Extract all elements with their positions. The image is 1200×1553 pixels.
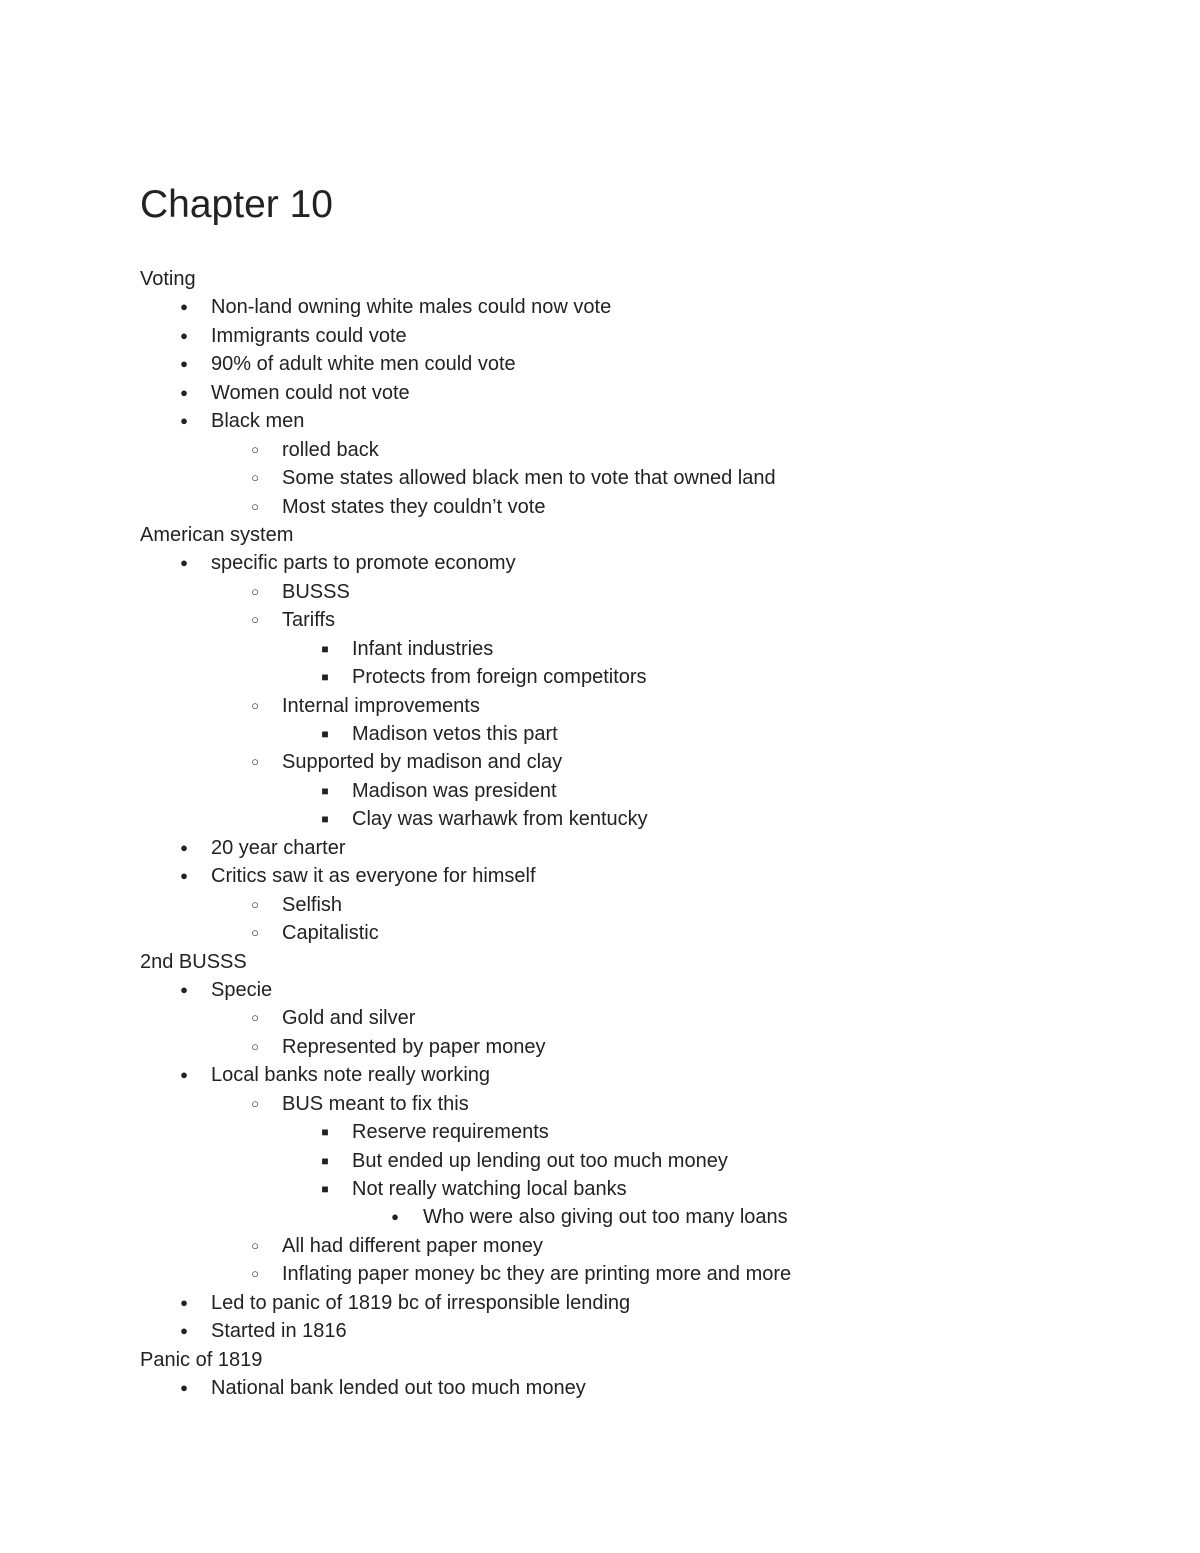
list-item-text: Most states they couldn’t vote bbox=[282, 495, 546, 518]
list-item-text: Panic of 1819 bbox=[140, 1348, 263, 1371]
list-item-text: Gold and silver bbox=[282, 1007, 416, 1030]
bullet-circle-icon: ○ bbox=[251, 754, 259, 770]
list-item-text: Infant industries bbox=[352, 637, 494, 660]
list-item bbox=[0, 350, 1200, 378]
bullet-circle-icon: ○ bbox=[251, 1237, 259, 1253]
document-title: Chapter 10 bbox=[140, 183, 333, 226]
list-item bbox=[0, 1260, 1200, 1288]
list-item bbox=[0, 692, 1200, 720]
list-item bbox=[0, 493, 1200, 521]
bullet-disc-icon: ● bbox=[180, 555, 188, 571]
bullet-circle-icon: ○ bbox=[251, 925, 259, 941]
bullet-circle-icon: ○ bbox=[251, 470, 259, 486]
list-item-text: Black men bbox=[211, 410, 305, 433]
list-item-text: But ended up lending out too much money bbox=[352, 1149, 728, 1172]
bullet-square-icon: ■ bbox=[321, 641, 329, 656]
list-item bbox=[0, 1147, 1200, 1175]
list-item-text: Immigrants could vote bbox=[211, 324, 407, 347]
list-item-text: Voting bbox=[140, 268, 196, 290]
bullet-square-icon: ■ bbox=[321, 812, 329, 827]
bullet-circle-icon: ○ bbox=[251, 441, 259, 457]
bullet-circle-icon: ○ bbox=[251, 583, 259, 599]
list-item bbox=[0, 919, 1200, 947]
bullet-disc-icon: ● bbox=[180, 981, 188, 997]
list-item-text: Tariffs bbox=[282, 609, 335, 632]
list-item-text: National bank lended out too much money bbox=[211, 1377, 586, 1400]
bullet-square-icon: ■ bbox=[321, 1153, 329, 1168]
list-item bbox=[0, 663, 1200, 691]
list-item-text: Started in 1816 bbox=[211, 1320, 347, 1343]
list-item-text: Not really watching local banks bbox=[352, 1178, 627, 1200]
list-item-text: All had different paper money bbox=[282, 1234, 543, 1257]
list-item-text: American system bbox=[140, 523, 294, 546]
list-item-text: Local banks note really working bbox=[211, 1064, 491, 1087]
list-item bbox=[0, 1004, 1200, 1032]
bullet-disc-icon: ● bbox=[180, 1380, 188, 1396]
list-item bbox=[0, 322, 1200, 350]
bullet-square-icon: ■ bbox=[321, 783, 329, 798]
section-heading bbox=[0, 521, 1200, 549]
list-item-text: 90% of adult white men could vote bbox=[211, 353, 516, 376]
bullet-disc-icon: ● bbox=[180, 327, 188, 343]
list-item bbox=[0, 549, 1200, 577]
bullet-circle-icon: ○ bbox=[251, 1038, 259, 1054]
list-item-text: Madison vetos this part bbox=[352, 723, 558, 745]
list-item-text: Internal improvements bbox=[282, 694, 480, 717]
list-item bbox=[0, 1289, 1200, 1317]
list-item-text: Non-land owning white males could now vote bbox=[211, 296, 612, 319]
list-item-text: 2nd BUSSS bbox=[140, 950, 247, 973]
list-item bbox=[0, 635, 1200, 663]
bullet-disc-icon: ● bbox=[180, 299, 188, 315]
list-item-text: Madison was president bbox=[352, 779, 557, 802]
bullet-circle-icon: ○ bbox=[251, 896, 259, 912]
bullet-disc-icon: ● bbox=[180, 384, 188, 400]
list-item-text: Inflating paper money bc they are printing more and more bbox=[282, 1263, 792, 1286]
list-item bbox=[0, 891, 1200, 919]
list-item bbox=[0, 606, 1200, 634]
list-item bbox=[0, 1118, 1200, 1146]
list-item-text: Women could not vote bbox=[211, 381, 410, 404]
bullet-circle-icon: ○ bbox=[251, 1266, 259, 1282]
list-item-text: Specie bbox=[211, 978, 273, 1001]
bullet-circle-icon: ○ bbox=[251, 498, 259, 514]
bullet-square-icon: ■ bbox=[321, 1125, 329, 1140]
list-item bbox=[0, 1061, 1200, 1089]
bullet-circle-icon: ○ bbox=[251, 1095, 259, 1111]
list-item bbox=[0, 1317, 1200, 1345]
list-item bbox=[0, 748, 1200, 776]
list-item-text: Selfish bbox=[282, 893, 343, 916]
bullet-circle-icon: ○ bbox=[251, 612, 259, 628]
list-item-text: Some states allowed black men to vote that owned land bbox=[282, 467, 776, 490]
outline-list bbox=[0, 265, 1200, 1403]
list-item bbox=[0, 1232, 1200, 1260]
list-item bbox=[0, 578, 1200, 606]
list-item-text: Who were also giving out too many loans bbox=[423, 1206, 788, 1229]
section-heading bbox=[0, 948, 1200, 976]
bullet-disc-icon: ● bbox=[180, 868, 188, 884]
bullet-disc-icon: ● bbox=[180, 413, 188, 429]
bullet-circle-icon: ○ bbox=[251, 1010, 259, 1026]
list-item-text: BUSSS bbox=[282, 580, 350, 603]
bullet-disc-icon: ● bbox=[180, 356, 188, 372]
list-item-text: rolled back bbox=[282, 438, 379, 461]
list-item bbox=[0, 720, 1200, 748]
list-item bbox=[0, 1175, 1200, 1203]
list-item bbox=[0, 464, 1200, 492]
bullet-disc-icon: ● bbox=[391, 1209, 399, 1225]
list-item bbox=[0, 1033, 1200, 1061]
list-item-text: Critics saw it as everyone for himself bbox=[211, 865, 536, 888]
list-item bbox=[0, 862, 1200, 890]
list-item bbox=[0, 1374, 1200, 1402]
list-item bbox=[0, 379, 1200, 407]
list-item bbox=[0, 407, 1200, 435]
list-item-text: specific parts to promote economy bbox=[211, 552, 516, 575]
list-item-text: Led to panic of 1819 bc of irresponsible lending bbox=[211, 1291, 631, 1314]
bullet-disc-icon: ● bbox=[180, 839, 188, 855]
list-item-text: 20 year charter bbox=[211, 836, 346, 859]
list-item bbox=[0, 777, 1200, 805]
bullet-square-icon: ■ bbox=[321, 1182, 329, 1196]
bullet-circle-icon: ○ bbox=[251, 697, 259, 713]
list-item-text: BUS meant to fix this bbox=[282, 1092, 469, 1115]
list-item bbox=[0, 436, 1200, 464]
list-item bbox=[0, 1203, 1200, 1231]
bullet-disc-icon: ● bbox=[180, 1323, 188, 1339]
list-item bbox=[0, 293, 1200, 321]
list-item-text: Reserve requirements bbox=[352, 1121, 549, 1144]
list-item bbox=[0, 1090, 1200, 1118]
section-heading bbox=[0, 265, 1200, 293]
list-item-text: Supported by madison and clay bbox=[282, 751, 563, 774]
list-item bbox=[0, 834, 1200, 862]
list-item bbox=[0, 976, 1200, 1004]
bullet-square-icon: ■ bbox=[321, 727, 329, 741]
list-item-text: Capitalistic bbox=[282, 922, 379, 945]
bullet-square-icon: ■ bbox=[321, 670, 329, 685]
section-heading bbox=[0, 1346, 1200, 1374]
list-item-text: Protects from foreign competitors bbox=[352, 666, 647, 689]
list-item-text: Represented by paper money bbox=[282, 1035, 546, 1058]
bullet-disc-icon: ● bbox=[180, 1294, 188, 1310]
list-item bbox=[0, 805, 1200, 833]
bullet-disc-icon: ● bbox=[180, 1067, 188, 1083]
list-item-text: Clay was warhawk from kentucky bbox=[352, 808, 648, 831]
